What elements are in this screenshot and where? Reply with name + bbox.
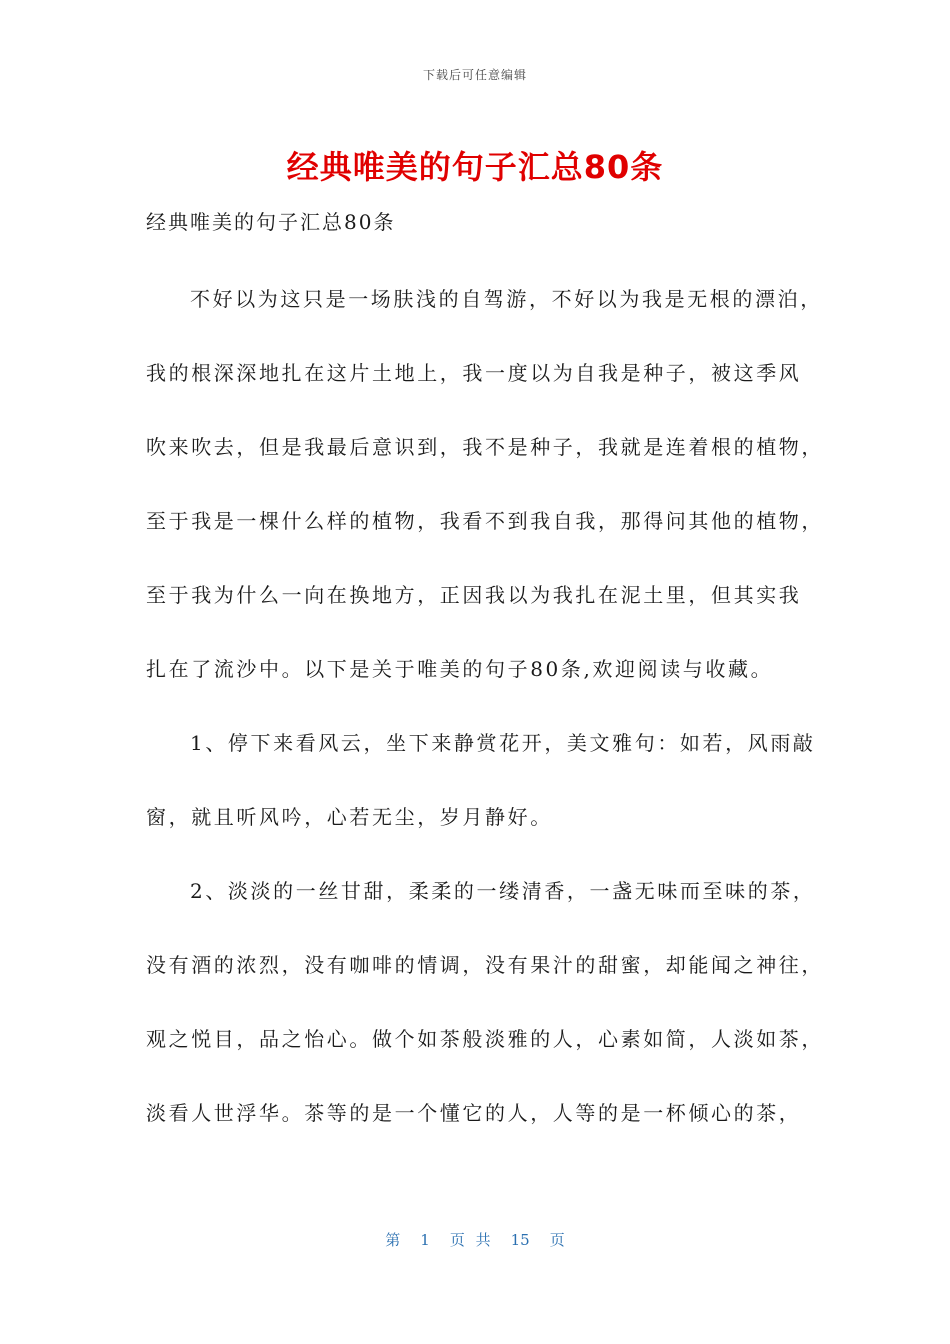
body-line: 扎在了流沙中。以下是关于唯美的句子80条,欢迎阅读与收藏。 bbox=[146, 657, 774, 681]
body-line: 我的根深深地扎在这片土地上，我一度以为自我是种子，被这季风 bbox=[146, 361, 802, 385]
footer-middle: 页 共 bbox=[449, 1231, 491, 1249]
body-line: 没有酒的浓烈，没有咖啡的情调，没有果汁的甜蜜，却能闻之神往， bbox=[146, 953, 824, 977]
body-line: 至于我是一棵什么样的植物，我看不到我自我，那得问其他的植物， bbox=[146, 509, 824, 533]
body-line: 至于我为什么一向在换地方，正因我以为我扎在泥土里，但其实我 bbox=[146, 583, 802, 607]
page-footer bbox=[0, 1229, 950, 1250]
footer-suffix: 页 bbox=[549, 1231, 565, 1249]
body-line: 观之悦目，品之怡心。做个如茶般淡雅的人，心素如简，人淡如茶， bbox=[146, 1027, 824, 1051]
total-pages-number: 15 bbox=[510, 1231, 530, 1249]
document-title: 经典唯美的句子汇总80条 bbox=[286, 148, 664, 186]
body-line: 淡看人世浮华。茶等的是一个懂它的人，人等的是一杯倾心的茶， bbox=[146, 1101, 802, 1125]
document-body bbox=[146, 276, 824, 1164]
header-note: 下载后可任意编辑 bbox=[422, 68, 527, 82]
body-line: 吹来吹去，但是我最后意识到，我不是种子，我就是连着根的植物， bbox=[146, 435, 824, 459]
footer-prefix: 第 bbox=[385, 1231, 401, 1249]
body-line: 1、停下来看风云，坐下来静赏花开，美文雅句：如若，风雨敲 bbox=[190, 731, 816, 755]
body-line: 2、淡淡的一丝甘甜，柔柔的一缕清香，一盏无味而至味的茶， bbox=[190, 879, 816, 903]
current-page-number: 1 bbox=[420, 1231, 430, 1249]
body-line: 窗，就且听风吟，心若无尘，岁月静好。 bbox=[146, 805, 553, 829]
document-subtitle: 经典唯美的句子汇总80条 bbox=[146, 210, 396, 234]
body-line: 不好以为这只是一场肤浅的自驾游，不好以为我是无根的漂泊， bbox=[190, 287, 823, 311]
